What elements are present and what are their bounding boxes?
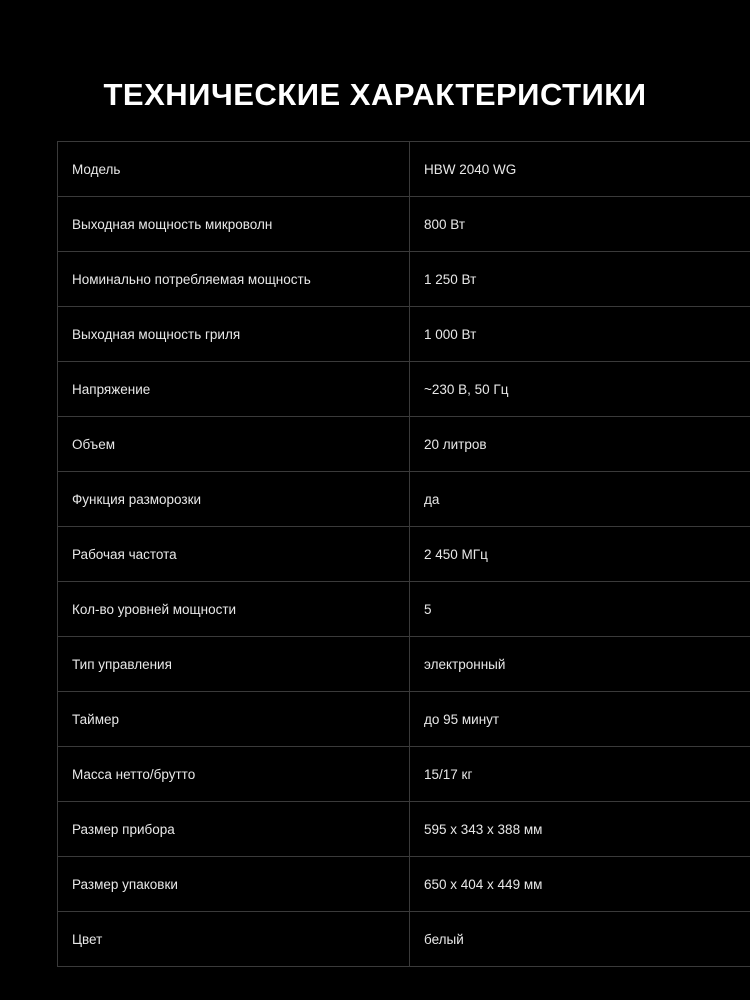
spec-value-cell: 5 bbox=[410, 582, 750, 637]
spec-name-cell: Размер упаковки bbox=[58, 857, 410, 912]
page-title: ТЕХНИЧЕСКИЕ ХАРАКТЕРИСТИКИ bbox=[103, 77, 647, 112]
table-row bbox=[58, 307, 750, 362]
table-row bbox=[58, 747, 750, 802]
spec-value-cell: 15/17 кг bbox=[410, 747, 750, 802]
spec-name-cell: Выходная мощность гриля bbox=[58, 307, 410, 362]
table-row bbox=[58, 142, 750, 197]
spec-value-cell: 595 x 343 x 388 мм bbox=[410, 802, 750, 857]
specifications-table bbox=[57, 141, 750, 967]
table-row bbox=[58, 252, 750, 307]
spec-name-cell: Таймер bbox=[58, 692, 410, 747]
spec-name-cell: Выходная мощность микроволн bbox=[58, 197, 410, 252]
table-row bbox=[58, 802, 750, 857]
spec-value-cell: до 95 минут bbox=[410, 692, 750, 747]
spec-name-cell: Масса нетто/брутто bbox=[58, 747, 410, 802]
spec-name-cell: Напряжение bbox=[58, 362, 410, 417]
spec-value-cell: HBW 2040 WG bbox=[410, 142, 750, 197]
spec-name-cell: Модель bbox=[58, 142, 410, 197]
table-row bbox=[58, 197, 750, 252]
spec-value-cell: 650 x 404 x 449 мм bbox=[410, 857, 750, 912]
spec-name-cell: Функция разморозки bbox=[58, 472, 410, 527]
table-row bbox=[58, 692, 750, 747]
spec-value-cell: ~230 В, 50 Гц bbox=[410, 362, 750, 417]
spec-table-container bbox=[57, 141, 693, 967]
table-row bbox=[58, 472, 750, 527]
spec-value-cell: 1 250 Вт bbox=[410, 252, 750, 307]
spec-value-cell: электронный bbox=[410, 637, 750, 692]
spec-value-cell: 1 000 Вт bbox=[410, 307, 750, 362]
spec-value-cell: 800 Вт bbox=[410, 197, 750, 252]
table-row bbox=[58, 417, 750, 472]
spec-name-cell: Размер прибора bbox=[58, 802, 410, 857]
spec-value-cell: 2 450 МГц bbox=[410, 527, 750, 582]
table-row bbox=[58, 857, 750, 912]
table-row bbox=[58, 637, 750, 692]
spec-value-cell: белый bbox=[410, 912, 750, 967]
table-row bbox=[58, 527, 750, 582]
spec-name-cell: Номинально потребляемая мощность bbox=[58, 252, 410, 307]
table-row bbox=[58, 362, 750, 417]
table-row bbox=[58, 912, 750, 967]
spec-value-cell: да bbox=[410, 472, 750, 527]
spec-value-cell: 20 литров bbox=[410, 417, 750, 472]
table-row bbox=[58, 582, 750, 637]
spec-name-cell: Объем bbox=[58, 417, 410, 472]
spec-name-cell: Кол-во уровней мощности bbox=[58, 582, 410, 637]
spec-name-cell: Рабочая частота bbox=[58, 527, 410, 582]
spec-name-cell: Цвет bbox=[58, 912, 410, 967]
spec-name-cell: Тип управления bbox=[58, 637, 410, 692]
